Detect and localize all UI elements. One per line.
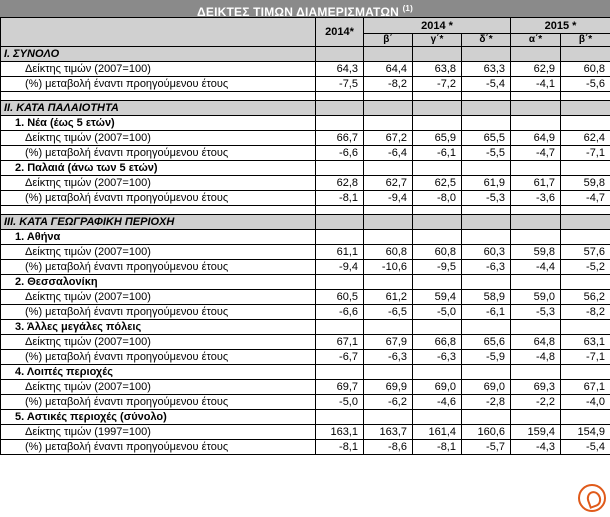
header-row-years xyxy=(1,18,610,34)
cell: 67,1 xyxy=(316,335,364,350)
cell: 65,9 xyxy=(413,131,462,146)
section-title: II. ΚΑΤΑ ΠΑΛΑΙΟΤΗΤΑ xyxy=(1,101,316,116)
cell: 59,4 xyxy=(413,290,462,305)
row-label: (%) μεταβολή έναντι προηγούμενου έτους xyxy=(1,305,316,320)
cell: 160,6 xyxy=(462,425,511,440)
cell: 59,0 xyxy=(511,290,561,305)
cell: -5,2 xyxy=(561,260,610,275)
cell: 64,9 xyxy=(511,131,561,146)
cell: 61,1 xyxy=(316,245,364,260)
cell: 65,5 xyxy=(462,131,511,146)
cell: -6,3 xyxy=(462,260,511,275)
subsection-other-cities xyxy=(1,320,610,335)
subsection-title: 4. Λοιπές περιοχές xyxy=(1,365,316,380)
row-label: Δείκτης τιμών (2007=100) xyxy=(1,245,316,260)
cell: -6,1 xyxy=(462,305,511,320)
subsection-title: 1. Αθήνα xyxy=(1,230,316,245)
header-q3-2014: γ΄* xyxy=(413,34,462,47)
cell: -6,4 xyxy=(364,146,413,161)
cell: 62,7 xyxy=(364,176,413,191)
cell: 61,2 xyxy=(364,290,413,305)
cell: -4,4 xyxy=(511,260,561,275)
subsection-title: 1. Νέα (έως 5 ετών) xyxy=(1,116,316,131)
cell: 64,8 xyxy=(511,335,561,350)
cell: -5,4 xyxy=(561,440,610,455)
row-label: Δείκτης τιμών (1997=100) xyxy=(1,425,316,440)
cell: 163,7 xyxy=(364,425,413,440)
subsection-title: 2. Θεσσαλονίκη xyxy=(1,275,316,290)
subsection-new xyxy=(1,116,610,131)
cell: -4,1 xyxy=(511,77,561,92)
cell: -8,2 xyxy=(561,305,610,320)
table-row xyxy=(1,305,610,320)
cell: -5,5 xyxy=(462,146,511,161)
cell: 63,3 xyxy=(462,62,511,77)
cell: 56,2 xyxy=(561,290,610,305)
cell: -6,6 xyxy=(316,305,364,320)
watermark-logo-icon xyxy=(578,484,606,512)
row-label: Δείκτης τιμών (2007=100) xyxy=(1,290,316,305)
cell: -5,0 xyxy=(413,305,462,320)
spacer-row xyxy=(1,92,610,101)
cell: -8,1 xyxy=(316,191,364,206)
cell: 60,8 xyxy=(413,245,462,260)
spacer-row xyxy=(1,206,610,215)
cell: -6,2 xyxy=(364,395,413,410)
cell: 67,1 xyxy=(561,380,610,395)
cell: 66,7 xyxy=(316,131,364,146)
section-title: I. ΣΥΝΟΛΟ xyxy=(1,47,316,62)
cell: 65,6 xyxy=(462,335,511,350)
cell: 58,9 xyxy=(462,290,511,305)
cell: -9,5 xyxy=(413,260,462,275)
subsection-old xyxy=(1,161,610,176)
cell: 62,5 xyxy=(413,176,462,191)
cell: 63,8 xyxy=(413,62,462,77)
cell: -4,0 xyxy=(561,395,610,410)
header-blank-2 xyxy=(1,34,316,47)
table-row xyxy=(1,260,610,275)
cell: -7,2 xyxy=(413,77,462,92)
section-age-header xyxy=(1,101,610,116)
header-q2-2014: β΄ xyxy=(364,34,413,47)
cell: -5,4 xyxy=(462,77,511,92)
cell: -3,6 xyxy=(511,191,561,206)
row-label: Δείκτης τιμών (2007=100) xyxy=(1,176,316,191)
cell: 67,2 xyxy=(364,131,413,146)
section-region-header xyxy=(1,215,610,230)
cell: 60,8 xyxy=(364,245,413,260)
cell: 66,8 xyxy=(413,335,462,350)
row-label: (%) μεταβολή έναντι προηγούμενου έτους xyxy=(1,350,316,365)
subsection-athens xyxy=(1,230,610,245)
cell: -6,5 xyxy=(364,305,413,320)
row-label: Δείκτης τιμών (2007=100) xyxy=(1,380,316,395)
cell: -7,5 xyxy=(316,77,364,92)
cell: -6,1 xyxy=(413,146,462,161)
cell: -7,1 xyxy=(561,146,610,161)
cell: -9,4 xyxy=(364,191,413,206)
cell: 63,1 xyxy=(561,335,610,350)
cell: 62,4 xyxy=(561,131,610,146)
row-label: Δείκτης τιμών (2007=100) xyxy=(1,335,316,350)
cell: 69,0 xyxy=(462,380,511,395)
table-row xyxy=(1,290,610,305)
header-row-quarters xyxy=(1,34,610,47)
table-row xyxy=(1,380,610,395)
subsection-thessaloniki xyxy=(1,275,610,290)
header-2015-group: 2015 * xyxy=(511,18,610,34)
cell: 62,8 xyxy=(316,176,364,191)
table-row xyxy=(1,425,610,440)
cell: 60,8 xyxy=(561,62,610,77)
cell: -4,6 xyxy=(413,395,462,410)
cell: 61,9 xyxy=(462,176,511,191)
cell: 161,4 xyxy=(413,425,462,440)
cell: -6,6 xyxy=(316,146,364,161)
cell: -4,3 xyxy=(511,440,561,455)
section-title: III. ΚΑΤΑ ΓΕΩΓΡΑΦΙΚΗ ΠΕΡΙΟΧΗ xyxy=(1,215,316,230)
cell: -5,3 xyxy=(511,305,561,320)
cell: -10,6 xyxy=(364,260,413,275)
cell: -9,4 xyxy=(316,260,364,275)
cell: -6,7 xyxy=(316,350,364,365)
cell: 61,7 xyxy=(511,176,561,191)
cell: -7,1 xyxy=(561,350,610,365)
table-title-footnote: (1) xyxy=(402,4,413,13)
header-2014-annual: 2014* xyxy=(316,18,364,47)
table-title-text: ΔΕΙΚΤΕΣ ΤΙΜΩΝ ΔΙΑΜΕΡΙΣΜΑΤΩΝ xyxy=(197,5,400,19)
cell: -6,3 xyxy=(413,350,462,365)
row-label: Δείκτης τιμών (2007=100) xyxy=(1,131,316,146)
cell: 62,9 xyxy=(511,62,561,77)
cell: -8,6 xyxy=(364,440,413,455)
cell: -4,7 xyxy=(511,146,561,161)
table-row xyxy=(1,176,610,191)
section-total-header xyxy=(1,47,610,62)
price-index-table xyxy=(0,17,610,455)
cell: -8,2 xyxy=(364,77,413,92)
cell: -5,6 xyxy=(561,77,610,92)
row-label: (%) μεταβολή έναντι προηγούμενου έτους xyxy=(1,146,316,161)
table-row xyxy=(1,395,610,410)
row-label: (%) μεταβολή έναντι προηγούμενου έτους xyxy=(1,440,316,455)
row-label: (%) μεταβολή έναντι προηγούμενου έτους xyxy=(1,395,316,410)
cell: 64,3 xyxy=(316,62,364,77)
cell: -6,3 xyxy=(364,350,413,365)
table-row xyxy=(1,77,610,92)
cell: -4,8 xyxy=(511,350,561,365)
cell: -8,1 xyxy=(413,440,462,455)
row-label: Δείκτης τιμών (2007=100) xyxy=(1,62,316,77)
subsection-title: 2. Παλαιά (άνω των 5 ετών) xyxy=(1,161,316,176)
cell: 69,3 xyxy=(511,380,561,395)
cell: 57,6 xyxy=(561,245,610,260)
cell: -2,2 xyxy=(511,395,561,410)
cell: 67,9 xyxy=(364,335,413,350)
subsection-title: 5. Αστικές περιοχές (σύνολο) xyxy=(1,410,316,425)
table-row xyxy=(1,62,610,77)
table-row xyxy=(1,245,610,260)
cell: 59,8 xyxy=(511,245,561,260)
table-row xyxy=(1,335,610,350)
subsection-urban xyxy=(1,410,610,425)
cell: -2,8 xyxy=(462,395,511,410)
subsection-title: 3. Άλλες μεγάλες πόλεις xyxy=(1,320,316,335)
cell: -5,9 xyxy=(462,350,511,365)
header-q4-2014: δ΄* xyxy=(462,34,511,47)
cell: 60,3 xyxy=(462,245,511,260)
table-row xyxy=(1,440,610,455)
cell: 163,1 xyxy=(316,425,364,440)
cell: -5,0 xyxy=(316,395,364,410)
cell: -5,7 xyxy=(462,440,511,455)
header-2014-group: 2014 * xyxy=(364,18,511,34)
cell: 154,9 xyxy=(561,425,610,440)
cell: -5,3 xyxy=(462,191,511,206)
table-row xyxy=(1,146,610,161)
table-row xyxy=(1,131,610,146)
cell: 69,0 xyxy=(413,380,462,395)
cell: 69,7 xyxy=(316,380,364,395)
row-label: (%) μεταβολή έναντι προηγούμενου έτους xyxy=(1,260,316,275)
cell: 69,9 xyxy=(364,380,413,395)
header-q2-2015: β΄* xyxy=(561,34,610,47)
cell: 64,4 xyxy=(364,62,413,77)
table-title xyxy=(0,0,610,17)
header-blank xyxy=(1,18,316,34)
table-row xyxy=(1,191,610,206)
row-label: (%) μεταβολή έναντι προηγούμενου έτους xyxy=(1,77,316,92)
cell: 60,5 xyxy=(316,290,364,305)
table-row xyxy=(1,350,610,365)
row-label: (%) μεταβολή έναντι προηγούμενου έτους xyxy=(1,191,316,206)
subsection-rest xyxy=(1,365,610,380)
cell: -8,1 xyxy=(316,440,364,455)
cell: -4,7 xyxy=(561,191,610,206)
cell: 159,4 xyxy=(511,425,561,440)
header-q1-2015: α΄* xyxy=(511,34,561,47)
cell: 59,8 xyxy=(561,176,610,191)
cell: -8,0 xyxy=(413,191,462,206)
